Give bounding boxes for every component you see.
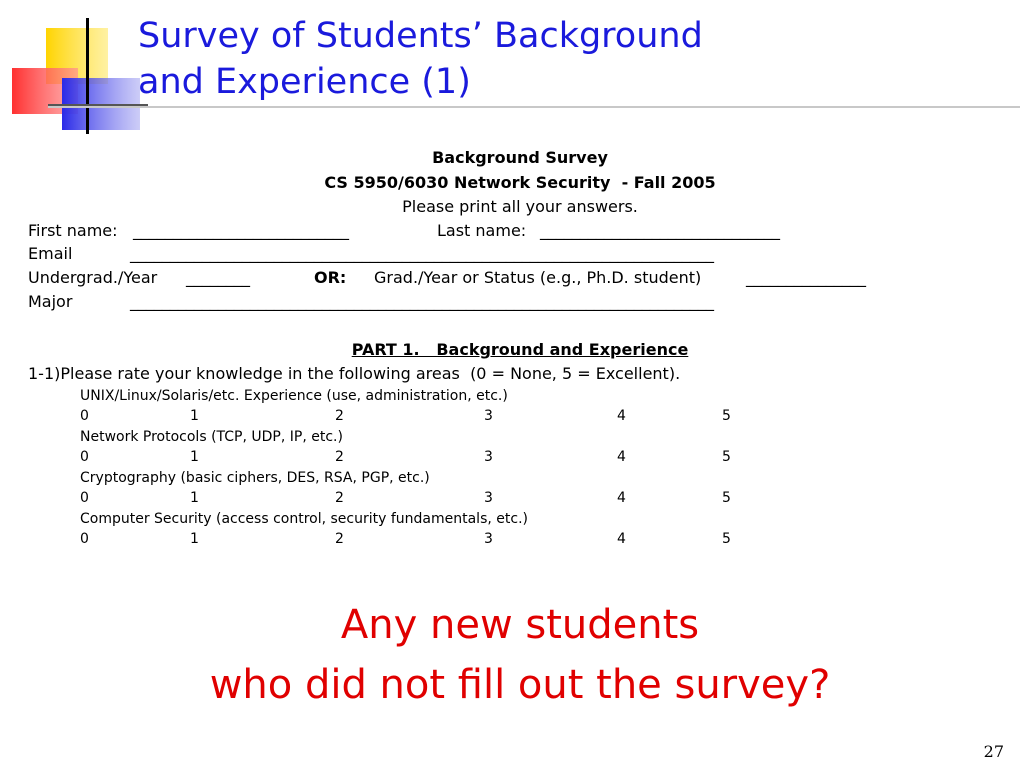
survey-heading: Background Survey (432, 148, 608, 167)
undergrad-blank: ________ (186, 268, 250, 287)
email-label: Email (28, 244, 73, 263)
scale-0: 0 (80, 490, 89, 506)
scale-1: 1 (190, 449, 199, 465)
scale-2: 2 (335, 490, 344, 506)
last-name-blank: ______________________________ (540, 221, 780, 240)
scale-2: 2 (335, 408, 344, 424)
scale-1: 1 (190, 490, 199, 506)
scale-4: 4 (617, 490, 626, 506)
first-name-label: First name: (28, 221, 118, 240)
scale-3: 3 (484, 449, 493, 465)
grad-label: Grad./Year or Status (e.g., Ph.D. student) (374, 268, 702, 287)
survey-instruction: Please print all your answers. (402, 197, 638, 216)
scale-4: 4 (617, 408, 626, 424)
scale-4: 4 (617, 531, 626, 547)
page-number: 27 (983, 742, 1004, 761)
area-label: Cryptography (basic ciphers, DES, RSA, PGP, etc.) (80, 470, 430, 486)
slide-title-line-2: and Experience (1) (138, 62, 471, 102)
scale-5: 5 (722, 490, 731, 506)
major-label: Major (28, 292, 73, 311)
scale-3: 3 (484, 490, 493, 506)
part1-title: PART 1. Background and Experience (351, 340, 689, 359)
scale-2: 2 (335, 449, 344, 465)
scale-0: 0 (80, 531, 89, 547)
scale-2: 2 (335, 531, 344, 547)
first-name-blank: ___________________________ (133, 221, 349, 240)
scale-1: 1 (190, 531, 199, 547)
scale-3: 3 (484, 531, 493, 547)
scale-3: 3 (484, 408, 493, 424)
scale-5: 5 (722, 449, 731, 465)
scale-1: 1 (190, 408, 199, 424)
scale-5: 5 (722, 408, 731, 424)
scale-0: 0 (80, 449, 89, 465)
area-label: Computer Security (access control, security fundamentals, etc.) (80, 511, 528, 527)
survey-course: CS 5950/6030 Network Security - Fall 2005 (324, 173, 716, 192)
title-divider (48, 106, 1020, 108)
deco-vertical-line (86, 18, 89, 134)
grad-blank: _______________ (746, 268, 866, 287)
or-label: OR: (314, 268, 347, 287)
callout-line-1: Any new students (340, 602, 700, 648)
scale-0: 0 (80, 408, 89, 424)
area-label: Network Protocols (TCP, UDP, IP, etc.) (80, 429, 343, 445)
last-name-label: Last name: (437, 221, 527, 240)
corner-decoration (0, 0, 150, 140)
undergrad-label: Undergrad./Year (28, 268, 158, 287)
major-blank: _________________________________________________________________________ (130, 292, 714, 311)
email-blank: _________________________________________________________________________ (130, 244, 714, 263)
callout-line-2: who did not fill out the survey? (209, 662, 831, 708)
scale-5: 5 (722, 531, 731, 547)
question-1-1: 1-1)Please rate your knowledge in the following areas (0 = None, 5 = Excellent). (28, 364, 681, 383)
scale-4: 4 (617, 449, 626, 465)
slide-title-line-1: Survey of Students’ Background (138, 16, 703, 56)
area-label: UNIX/Linux/Solaris/etc. Experience (use, administration, etc.) (80, 388, 508, 404)
